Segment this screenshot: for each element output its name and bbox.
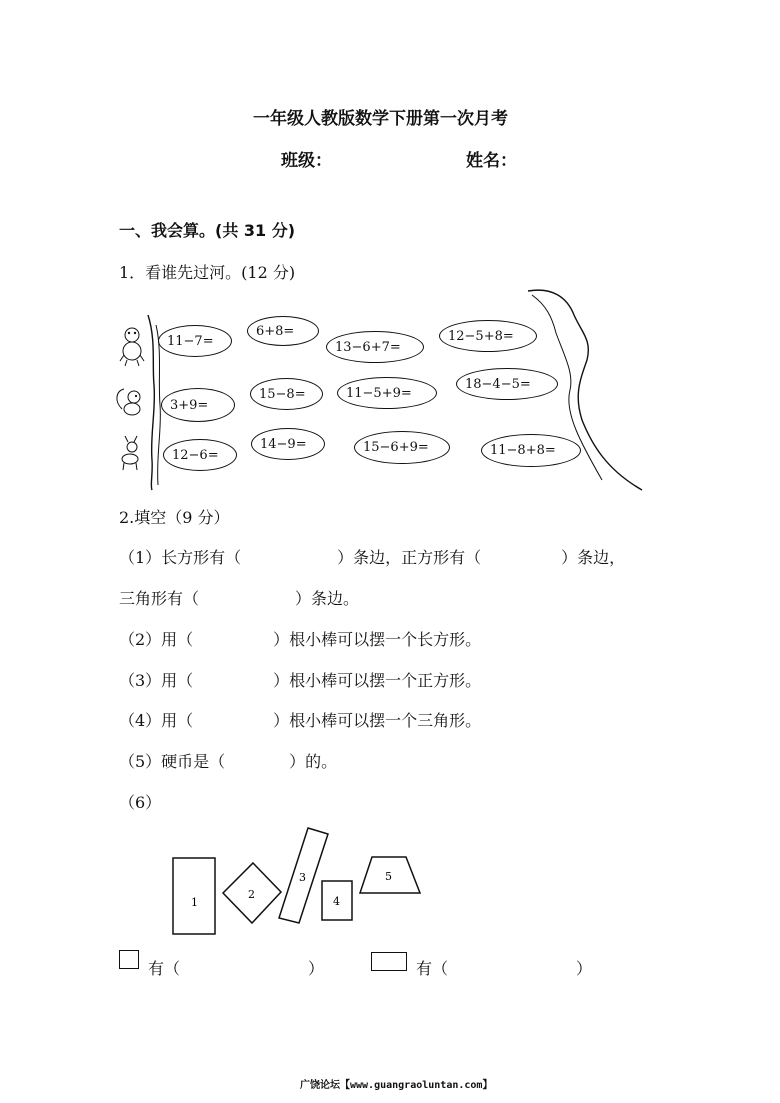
question-2-label: 2.填空（9 分） [119, 508, 230, 527]
left-bank-line-inner [156, 325, 160, 485]
page-title: 一年级人教版数学下册第一次月考 [253, 109, 508, 129]
fill-line-1-cont: 三角形有（ ）条边。 [119, 589, 360, 608]
fill-line-1: （1）长方形有（ ）条边，正方形有（ ）条边， [119, 548, 626, 567]
equation-text: 15−8= [259, 386, 306, 402]
footer-watermark: 广饶论坛【www.guangraoluntan.com】 [300, 1080, 493, 1091]
fill-line-2: （2）用（ ）根小棒可以摆一个长方形。 [119, 630, 482, 649]
equation-ellipse [247, 316, 319, 346]
equation-text: 11−5+9= [346, 385, 412, 401]
equation-text: 3+9= [170, 397, 209, 413]
equation-ellipse [481, 434, 581, 467]
equation-ellipse [158, 325, 232, 357]
equation-text: 14−9= [260, 436, 307, 452]
equation-ellipse [163, 439, 237, 471]
answer-right: 有（ ） [416, 959, 593, 978]
fill-line-4: （4）用（ ）根小棒可以摆一个三角形。 [119, 711, 482, 730]
equation-ellipse [161, 388, 235, 422]
equation-ellipse [456, 368, 558, 400]
shape-number: 4 [333, 895, 340, 908]
question-1-label: 1．看谁先过河。(12 分) [119, 263, 296, 282]
class-label: 班级： [281, 151, 332, 171]
equation-ellipse [337, 377, 437, 409]
equation-text: 12−6= [172, 447, 219, 463]
squirrel-icon [117, 389, 140, 415]
shape-number: 3 [299, 871, 306, 884]
monkey-icon [120, 328, 144, 366]
equation-text: 18−4−5= [465, 376, 531, 392]
name-label: 姓名： [466, 151, 517, 171]
equation-text: 15−6+9= [363, 440, 429, 455]
fill-line-6: （6） [119, 793, 162, 812]
equation-text: 11−8+8= [490, 443, 556, 458]
equation-text: 12−5+8= [448, 328, 514, 344]
shape-number: 1 [191, 896, 198, 909]
left-bank-line [148, 315, 154, 490]
equation-text: 13−6+7= [335, 339, 401, 355]
equation-text: 11−7= [167, 333, 214, 349]
equation-ellipse [326, 331, 424, 363]
fill-line-5: （5）硬币是（ ）的。 [119, 752, 338, 771]
section-1-heading: 一、我会算。(共 31 分) [119, 221, 296, 240]
square-symbol-icon [119, 950, 139, 969]
equation-ellipse [250, 378, 323, 410]
shape-number: 5 [385, 870, 392, 883]
equation-ellipse [354, 431, 450, 464]
shapes-figure [165, 820, 430, 940]
shape-number: 2 [248, 888, 255, 901]
equation-text: 6+8= [256, 323, 295, 339]
rectangle-symbol-icon [371, 952, 407, 971]
deer-icon [122, 436, 138, 470]
answer-left: 有（ ） [148, 959, 325, 978]
equation-ellipse [439, 320, 537, 352]
fill-line-3: （3）用（ ）根小棒可以摆一个正方形。 [119, 671, 482, 690]
equation-ellipse [251, 428, 325, 460]
